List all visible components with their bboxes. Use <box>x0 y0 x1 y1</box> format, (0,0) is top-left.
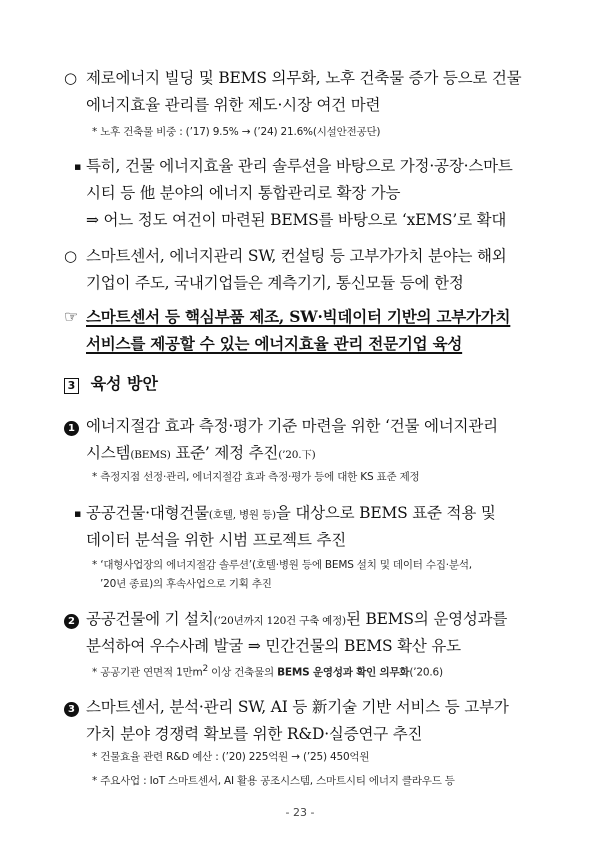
text-line: 데이터 분석을 위한 시범 프로젝트 추진 <box>86 531 347 549</box>
number-badge <box>64 694 79 721</box>
footnote-aging-buildings <box>92 123 380 142</box>
text-line: 스마트센서, 분석·관리 SW, AI 등 新기술 기반 서비스 등 고부가 <box>86 698 509 716</box>
text-line: 스마트센서 등 핵심부품 제조, SW·빅데이터 기반의 고부가가치 <box>86 307 511 326</box>
footnote-ks-standard <box>92 468 419 487</box>
text-span: 을 대상으로 BEMS 표준 적용 및 <box>275 504 496 522</box>
text-span: (호텔, 병원 등) <box>208 509 276 521</box>
text-line <box>86 440 498 467</box>
text-line: 제로에너지 빌딩 및 BEMS 의무화, 노후 건축물 증가 등으로 건물 <box>86 69 522 87</box>
text-span: (’20.下) <box>278 449 316 461</box>
section-heading <box>64 372 158 396</box>
text-line <box>86 500 496 527</box>
note-line <box>92 660 443 679</box>
number-circle: 2 <box>64 614 79 629</box>
text-line: 가치 분야 경쟁력 확보를 위한 R&D·실증연구 추진 <box>86 725 423 743</box>
footnote-mandatory <box>92 660 443 679</box>
section-number-box: 3 <box>64 378 79 394</box>
text-span: * 공공기관 연면적 1만m <box>92 666 203 679</box>
paragraph-zero-energy <box>86 65 521 119</box>
note-line: * 노후 건축물 비중 : (’17) 9.5% → (’24) 21.6%(시설안전공단) <box>92 126 381 138</box>
text-span: (BEMS) <box>130 449 171 461</box>
text-line: 스마트센서, 에너지관리 SW, 컨설팅 등 고부가가치 분야는 해외 <box>86 247 507 265</box>
note-line: ’20년 종료)의 후속사업으로 기획 추진 <box>100 578 272 590</box>
circle-bullet: ○ <box>64 247 78 265</box>
text-line: 에너지효율 관리를 위한 제도·시장 여건 마련 <box>86 96 381 114</box>
number-badge <box>64 606 79 633</box>
footnote-budget <box>92 748 369 767</box>
footnote-follow-up <box>92 556 472 594</box>
text-span: 이상 건축물의 <box>208 666 278 679</box>
paragraph-public-buildings <box>86 606 507 660</box>
text-line <box>86 606 507 633</box>
paragraph-rnd <box>86 694 509 748</box>
text-line: 기업이 주도, 국내기업들은 계측기기, 통신모듈 등에 한정 <box>86 274 464 292</box>
pointing-hand-icon: ☞ <box>64 307 79 326</box>
square-bullet: ▪ <box>74 160 82 173</box>
text-line: 에너지절감 효과 측정·평가 기준 마련을 위한 ‘건물 에너지관리 <box>86 417 498 435</box>
text-span: 된 BEMS의 운영성과를 <box>345 610 508 628</box>
text-span: 공공건물에 기 설치 <box>86 610 214 628</box>
text-line: 시티 등 他 분야의 에너지 통합관리로 확장 가능 <box>86 184 401 202</box>
note-line: * 건물효율 관련 R&D 예산 : (’20) 225억원 → (’25) 450억원 <box>92 751 370 763</box>
page-number: - 23 - <box>285 806 315 819</box>
note-line: * 측정지점 선정·관리, 에너지절감 효과 측정·평가 등에 대한 KS 표준 제정 <box>92 471 420 483</box>
paragraph-xems <box>86 153 513 234</box>
paragraph-emphasis <box>86 303 510 357</box>
superscript: 2 <box>202 664 209 674</box>
paragraph-bems-standard <box>86 413 498 467</box>
note-line: * 주요사업 : IoT 스마트센서, AI 활용 공조시스템, 스마트시티 에너지 클라우드 등 <box>92 775 455 787</box>
text-line: ⇒ 어느 정도 여건이 마련된 BEMS를 바탕으로 ‘xEMS’로 확대 <box>86 211 507 229</box>
text-span: (’20년까지 120건 구축 예정) <box>213 615 346 627</box>
circle-bullet: ○ <box>64 69 78 87</box>
number-badge <box>64 413 79 440</box>
text-line: 특히, 건물 에너지효율 관리 솔루션을 바탕으로 가정·공장·스마트 <box>86 157 513 175</box>
square-bullet: ▪ <box>74 507 82 520</box>
text-span: 표준’ 제정 추진 <box>170 444 279 462</box>
text-span: 공공건물·대형건물 <box>86 504 209 522</box>
number-circle: 1 <box>64 421 79 436</box>
number-circle: 3 <box>64 702 79 717</box>
section-title: 육성 방안 <box>90 374 158 393</box>
bold-span: BEMS 운영성과 확인 의무화 <box>277 666 410 679</box>
text-line: 서비스를 제공할 수 있는 에너지효율 관리 전문기업 육성 <box>86 334 463 353</box>
text-line: 분석하여 우수사례 발굴 ⇒ 민간건물의 BEMS 확산 유도 <box>86 637 461 655</box>
paragraph-high-value <box>86 243 507 297</box>
note-line: * ‘대형사업장의 에너지절감 솔루션’(호텔·병원 등에 BEMS 설치 및 데이터 수집·분석, <box>92 559 472 571</box>
text-span: 시스템 <box>86 444 131 462</box>
paragraph-pilot-project <box>86 500 496 554</box>
footnote-main-projects <box>92 772 455 791</box>
text-span: (’20.6) <box>409 666 443 679</box>
